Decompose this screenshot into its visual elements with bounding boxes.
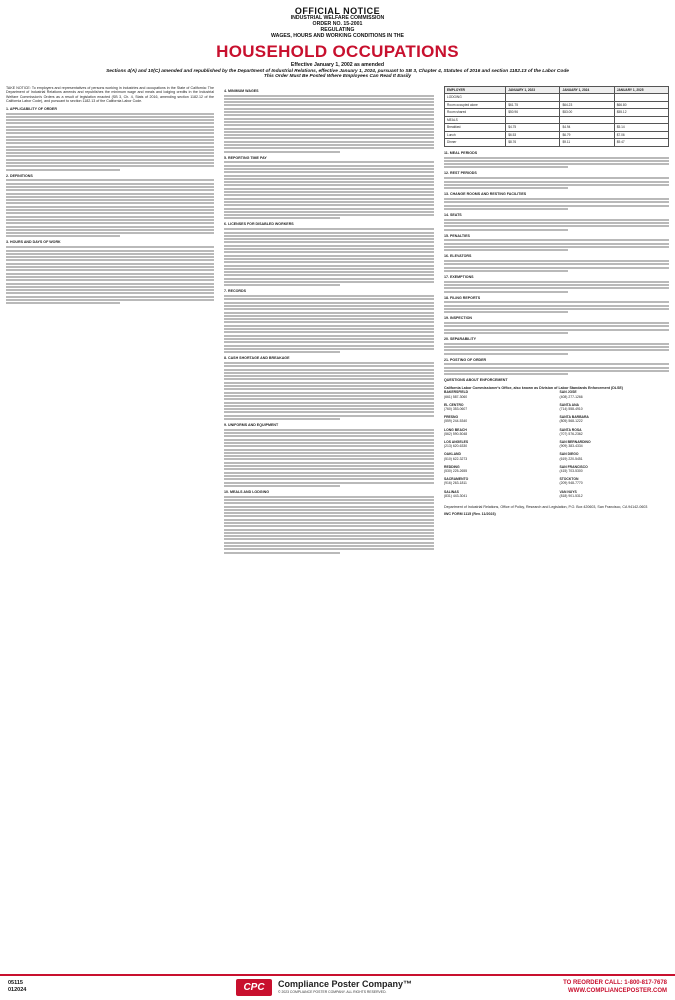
office-phone[interactable]: (760) 353-0607	[444, 406, 468, 411]
regulating-label: REGULATING	[320, 27, 355, 34]
table-cell	[560, 94, 614, 102]
office-entry	[560, 428, 670, 436]
col3-section-heading: 19. INSPECTION	[444, 316, 472, 321]
office-phone[interactable]: (916) 263-1811	[444, 481, 467, 486]
website-link[interactable]: WWW.COMPLIANCEPOSTER.COM	[568, 988, 667, 994]
official-notice-label: OFFICIAL NOTICE	[294, 6, 381, 16]
col2-section-heading: 6. LICENSES FOR DISABLED WORKERS	[224, 222, 294, 227]
col1-section-heading: 2. DEFINITIONS	[6, 173, 33, 178]
office-entry	[560, 452, 670, 460]
paragraph-block	[224, 95, 434, 153]
office-phone[interactable]: (530) 225-2655	[444, 468, 468, 473]
office-entry	[444, 452, 554, 460]
office-phone[interactable]: (559) 244-5340	[444, 419, 468, 424]
amendment-note: Sections 4(A) and 10(C) amended and republished by the Department of Industrial Relations, effective January 1, 2024, pursuant to SB 3, Chapter 4, Statutes of 2016 and section 1182.13 of the Labor Code	[106, 68, 569, 74]
reorder-phone: TO REORDER CALL: 1-800-817-7678	[563, 980, 667, 986]
office-entry	[560, 415, 670, 423]
table-cell: $64.23	[560, 101, 614, 109]
office-entry	[444, 465, 554, 473]
office-entry	[444, 440, 554, 448]
table-cell: $6.79	[560, 131, 614, 139]
col3-section-heading: 21. POSTING OF ORDER	[444, 357, 487, 362]
text-column-2	[224, 86, 434, 956]
office-city: SAN DIEGO	[559, 452, 579, 457]
office-entry	[444, 390, 554, 398]
table-cell: $66.80	[614, 101, 668, 109]
table-header-cell: JANUARY 1, 2023	[506, 86, 560, 94]
col3-section-heading: 18. FILING REPORTS	[444, 295, 481, 300]
col3-section-heading: 11. MEAL PERIODS	[444, 150, 478, 155]
table-cell: $50.96	[506, 109, 560, 117]
office-phone[interactable]: (510) 622-3273	[444, 456, 468, 461]
office-city: OAKLAND	[444, 452, 461, 457]
brand-name: Compliance Poster Company™	[278, 979, 413, 989]
office-entry	[444, 490, 554, 498]
col3-section-heading: 15. PENALTIES	[444, 233, 470, 238]
revision-code: 012024	[8, 986, 27, 993]
col2-section-heading: 4. MINIMUM WAGES	[224, 88, 259, 93]
paragraph-block	[224, 161, 434, 219]
paragraph-block	[444, 301, 669, 313]
office-phone[interactable]: (831) 443-3041	[444, 493, 468, 498]
col1-section-heading: 1. APPLICABILITY OF ORDER	[6, 106, 57, 111]
col1-section-heading: 3. HOURS AND DAYS OF WORK	[6, 240, 61, 245]
posting-note: This Order Must Be Posted Where Employees Can Read It Easily	[263, 74, 412, 80]
page-title: HOUSEHOLD OCCUPATIONS	[216, 42, 459, 62]
table-cell: $9.47	[614, 139, 668, 147]
copyright-line: © 2023 COMPLIANCE POSTER COMPANY. ALL RIGHTS RESERVED.	[278, 990, 387, 994]
office-entry	[444, 415, 554, 423]
order-number: ORDER NO. 15-2001	[312, 21, 363, 28]
reorder-info	[563, 979, 667, 995]
table-cell	[506, 94, 560, 102]
table-cell: $7.06	[614, 131, 668, 139]
text-column-3	[444, 86, 669, 956]
effective-date: Effective January 1, 2002 as amended	[290, 61, 385, 68]
notice-body	[6, 86, 669, 956]
col2-section-heading: 10. MEALS AND LODGING	[224, 489, 269, 494]
office-entry	[444, 477, 554, 485]
notice-header	[6, 6, 669, 80]
intro-paragraph: TAKE NOTICE: To employers and representatives of persons working in industries and occupations in the State of California: The Department of Industrial Relations amends and republishes the minimum wage and meals and lodging credits in the Industrial Welfare Commission's Orders as a result of legislation enacted (SB 3, Ch. 4, Stats of 2016, amending section 1182.12 of the California Labor Code), and pursuant to section 1182.13 of the California Labor Code.	[6, 85, 214, 104]
table-cell: $4.75	[506, 124, 560, 132]
office-city: SAN BERNARDINO	[559, 439, 591, 444]
office-city: SACRAMENTO	[444, 477, 469, 482]
office-directory	[444, 390, 669, 502]
office-phone[interactable]: (619) 220-5451	[559, 456, 583, 461]
paragraph-block	[6, 113, 214, 171]
table-row	[445, 94, 669, 102]
paragraph-block	[6, 179, 214, 237]
paragraph-block	[224, 496, 434, 554]
office-entry	[560, 490, 670, 498]
office-entry	[444, 428, 554, 436]
table-cell: $5.14	[614, 124, 668, 132]
paragraph-block	[444, 239, 669, 251]
table-cell: MEALS	[445, 116, 506, 124]
paragraph-block	[224, 362, 434, 420]
table-cell: Breakfast	[445, 124, 506, 132]
paragraph-block	[444, 363, 669, 375]
office-city: SANTA BARBARA	[559, 415, 589, 420]
paragraph-block	[224, 429, 434, 487]
col3-section-heading: 13. CHANGE ROOMS AND RESTING FACILITIES	[444, 192, 527, 197]
office-entry	[560, 440, 670, 448]
table-header-cell: EMPLOYER	[445, 86, 506, 94]
paragraph-block	[444, 219, 669, 231]
table-cell: Room occupied alone	[445, 101, 506, 109]
office-phone[interactable]: (661) 587-3060	[444, 394, 468, 399]
col3-section-heading: 17. EXEMPTIONS	[444, 274, 474, 279]
col3-section-heading: 20. SEPARABILITY	[444, 336, 477, 341]
table-cell: Dinner	[445, 139, 506, 147]
table-row	[445, 139, 669, 147]
col2-section-heading: 5. REPORTING TIME PAY	[224, 155, 267, 160]
table-cell: Lunch	[445, 131, 506, 139]
meals-lodging-table	[444, 86, 669, 147]
table-cell: $4.94	[560, 124, 614, 132]
office-phone[interactable]: (707) 576-2362	[559, 431, 583, 436]
office-city: EL CENTRO	[444, 402, 464, 407]
product-codes	[8, 980, 26, 993]
office-phone[interactable]: (714) 558-4910	[559, 406, 583, 411]
office-city: STOCKTON	[559, 477, 579, 482]
col3-section-heading: 14. SEATS	[444, 212, 462, 217]
office-city: SAN JOSE	[559, 390, 577, 395]
office-city: VAN NUYS	[559, 489, 577, 494]
paragraph-block	[444, 343, 669, 355]
col2-section-heading: 8. CASH SHORTAGE AND BREAKAGE	[224, 356, 290, 361]
table-cell: $8.76	[506, 139, 560, 147]
paragraph-block	[224, 295, 434, 353]
office-city: SANTA ANA	[559, 402, 579, 407]
office-phone[interactable]: (415) 703-5300	[559, 468, 583, 473]
office-phone[interactable]: (909) 383-4334	[559, 444, 583, 449]
office-city: LONG BEACH	[444, 427, 467, 432]
text-column-1	[6, 86, 214, 956]
office-entry	[444, 403, 554, 411]
office-city: SALINAS	[444, 489, 459, 494]
table-row	[445, 124, 669, 132]
table-cell: $53.00	[560, 109, 614, 117]
table-row	[445, 109, 669, 117]
table-row	[445, 116, 669, 124]
table-cell: $9.11	[560, 139, 614, 147]
paragraph-block	[444, 260, 669, 272]
questions-heading: QUESTIONS ABOUT ENFORCEMENT	[444, 378, 508, 383]
office-phone[interactable]: (209) 948-7770	[559, 481, 583, 486]
office-city: FRESNO	[444, 415, 459, 420]
subject-line: WAGES, HOURS AND WORKING CONDITIONS IN THE	[271, 33, 404, 40]
office-city: REDDING	[444, 464, 460, 469]
paragraph-block	[444, 281, 669, 293]
office-city: SAN FRANCISCO	[559, 464, 588, 469]
office-city: LOS ANGELES	[444, 439, 469, 444]
office-phone[interactable]: (818) 901-5312	[559, 493, 583, 498]
paragraph-block	[444, 322, 669, 334]
col3-section-heading: 16. ELEVATORS	[444, 254, 472, 259]
poster-footer	[0, 974, 675, 1000]
table-cell	[560, 116, 614, 124]
office-entry	[560, 390, 670, 398]
table-row	[445, 101, 669, 109]
office-city: BAKERSFIELD	[444, 390, 469, 395]
mailing-address: Department of Industrial Relations, Office of Policy, Research and Legislation, P.O. Box 420603, San Francisco, CA 94142-0603	[444, 504, 648, 509]
office-entry	[560, 477, 670, 485]
table-cell: LODGING	[445, 94, 506, 102]
table-cell: Room shared	[445, 109, 506, 117]
office-city: SANTA ROSA	[559, 427, 582, 432]
office-entry	[560, 465, 670, 473]
table-row	[445, 131, 669, 139]
paragraph-block	[6, 246, 214, 304]
paragraph-block	[224, 228, 434, 286]
office-phone[interactable]: (213) 620-6330	[444, 444, 468, 449]
paragraph-block	[444, 157, 669, 169]
product-code: 05115	[8, 980, 23, 986]
table-header-cell: JANUARY 1, 2025	[614, 86, 668, 94]
table-cell: $61.75	[506, 101, 560, 109]
paragraph-block	[444, 177, 669, 189]
table-cell: $6.53	[506, 131, 560, 139]
col2-section-heading: 7. RECORDS	[224, 289, 246, 294]
table-header-cell: JANUARY 1, 2024	[560, 86, 614, 94]
office-entry	[560, 403, 670, 411]
table-cell	[614, 116, 668, 124]
office-phone[interactable]: (805) 568-1222	[559, 419, 583, 424]
col3-section-heading: 12. REST PERIODS	[444, 171, 477, 176]
office-phone[interactable]: (562) 590-5048	[444, 431, 468, 436]
offices-heading: California Labor Commissioner's Office, also known as Division of Labor Standards Enforcement (DLSE)	[444, 385, 623, 390]
office-phone[interactable]: (408) 277-1266	[559, 394, 583, 399]
form-number: IWC FORM 1115 (Rev. 11/2023)	[444, 512, 496, 517]
table-cell: $55.12	[614, 109, 668, 117]
col2-section-heading: 9. UNIFORMS AND EQUIPMENT	[224, 422, 279, 427]
cpc-logo: CPC	[236, 979, 272, 996]
commission-name: INDUSTRIAL WELFARE COMMISSION	[290, 15, 385, 22]
paragraph-block	[444, 198, 669, 210]
table-cell	[506, 116, 560, 124]
table-cell	[614, 94, 668, 102]
